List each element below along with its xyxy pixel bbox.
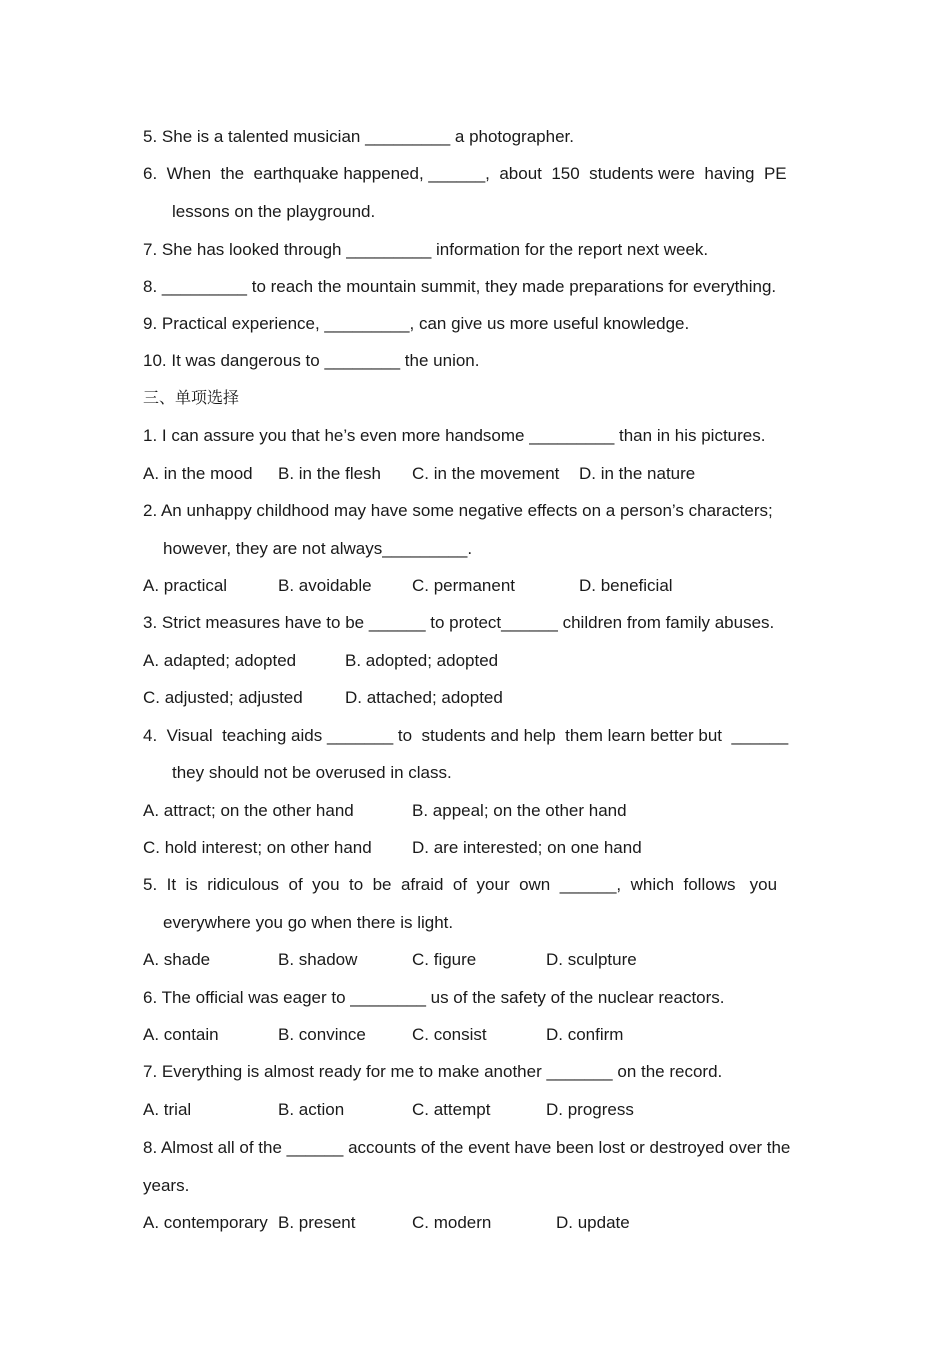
option-b: B. in the flesh bbox=[278, 464, 382, 483]
option-a: A. attract; on the other hand bbox=[143, 801, 354, 820]
option-b: B. shadow bbox=[278, 950, 358, 969]
option-c: C. permanent bbox=[412, 576, 515, 595]
fill-in-item-6: 6. When the earthquake happened, ______, about 150 students were having PE bbox=[143, 164, 787, 183]
option-d: D. update bbox=[556, 1213, 630, 1232]
option-a: A. adapted; adopted bbox=[143, 651, 297, 670]
option-a: A. in the mood bbox=[143, 464, 253, 483]
question-4-stem-cont: they should not be overused in class. bbox=[172, 763, 452, 782]
option-d: D. in the nature bbox=[579, 464, 696, 483]
question-5-stem: 5. It is ridiculous of you to be afraid of your own ______, which follows you bbox=[143, 875, 778, 894]
option-c: C. hold interest; on other hand bbox=[143, 838, 372, 857]
option-d: D. are interested; on one hand bbox=[412, 838, 642, 857]
question-7-options bbox=[143, 1099, 634, 1121]
fill-in-item-7: 7. She has looked through _________ information for the report next week. bbox=[143, 240, 709, 259]
option-b: B. present bbox=[278, 1213, 356, 1232]
option-d: D. confirm bbox=[546, 1025, 624, 1044]
option-c: C. adjusted; adjusted bbox=[143, 688, 303, 707]
question-5-stem-cont: everywhere you go when there is light. bbox=[163, 913, 454, 932]
option-b: B. adopted; adopted bbox=[345, 651, 499, 670]
question-3-options-row1 bbox=[143, 650, 498, 672]
fill-in-item-8: 8. _________ to reach the mountain summit, they made preparations for everything. bbox=[143, 277, 777, 296]
question-7-stem: 7. Everything is almost ready for me to make another _______ on the record. bbox=[143, 1062, 723, 1081]
fill-in-item-6-cont: lessons on the playground. bbox=[172, 202, 376, 221]
option-c: C. consist bbox=[412, 1025, 487, 1044]
option-b: B. appeal; on the other hand bbox=[412, 801, 627, 820]
option-a: A. practical bbox=[143, 576, 228, 595]
question-1-options bbox=[143, 463, 695, 485]
option-c: C. attempt bbox=[412, 1100, 491, 1119]
option-d: D. sculpture bbox=[546, 950, 637, 969]
option-a: A. contemporary bbox=[143, 1213, 268, 1232]
section-heading: 三、单项选择 bbox=[143, 388, 240, 407]
question-8-stem: 8. Almost all of the ______ accounts of the event have been lost or destroyed over the bbox=[143, 1138, 791, 1157]
question-3-stem: 3. Strict measures have to be ______ to protect______ children from family abuses. bbox=[143, 613, 775, 632]
option-b: B. convince bbox=[278, 1025, 366, 1044]
option-b: B. action bbox=[278, 1100, 345, 1119]
question-5-options bbox=[143, 949, 637, 971]
question-8-stem-cont: years. bbox=[143, 1176, 190, 1195]
question-4-options-row1 bbox=[143, 800, 627, 822]
question-8-options bbox=[143, 1212, 630, 1234]
question-2-stem: 2. An unhappy childhood may have some negative effects on a person’s characters; bbox=[143, 501, 773, 520]
option-a: A. shade bbox=[143, 950, 211, 969]
fill-in-item-5: 5. She is a talented musician _________ a photographer. bbox=[143, 127, 574, 146]
option-c: C. figure bbox=[412, 950, 477, 969]
option-c: C. modern bbox=[412, 1213, 492, 1232]
option-a: A. trial bbox=[143, 1100, 192, 1119]
question-2-stem-cont: however, they are not always_________. bbox=[163, 539, 473, 558]
option-d: D. attached; adopted bbox=[345, 688, 503, 707]
question-6-options bbox=[143, 1024, 623, 1046]
fill-in-item-9: 9. Practical experience, _________, can give us more useful knowledge. bbox=[143, 314, 690, 333]
option-b: B. avoidable bbox=[278, 576, 372, 595]
question-4-stem: 4. Visual teaching aids _______ to students and help them learn better but ______ bbox=[143, 726, 789, 745]
option-d: D. progress bbox=[546, 1100, 634, 1119]
question-4-options-row2 bbox=[143, 837, 642, 859]
question-3-options-row2 bbox=[143, 687, 503, 709]
question-2-options bbox=[143, 575, 673, 597]
option-a: A. contain bbox=[143, 1025, 219, 1044]
question-1-stem: 1. I can assure you that he’s even more handsome _________ than in his pictures. bbox=[143, 426, 766, 445]
question-6-stem: 6. The official was eager to ________ us of the safety of the nuclear reactors. bbox=[143, 988, 725, 1007]
option-c: C. in the movement bbox=[412, 464, 560, 483]
fill-in-item-10: 10. It was dangerous to ________ the union. bbox=[143, 351, 480, 370]
option-d: D. beneficial bbox=[579, 576, 673, 595]
